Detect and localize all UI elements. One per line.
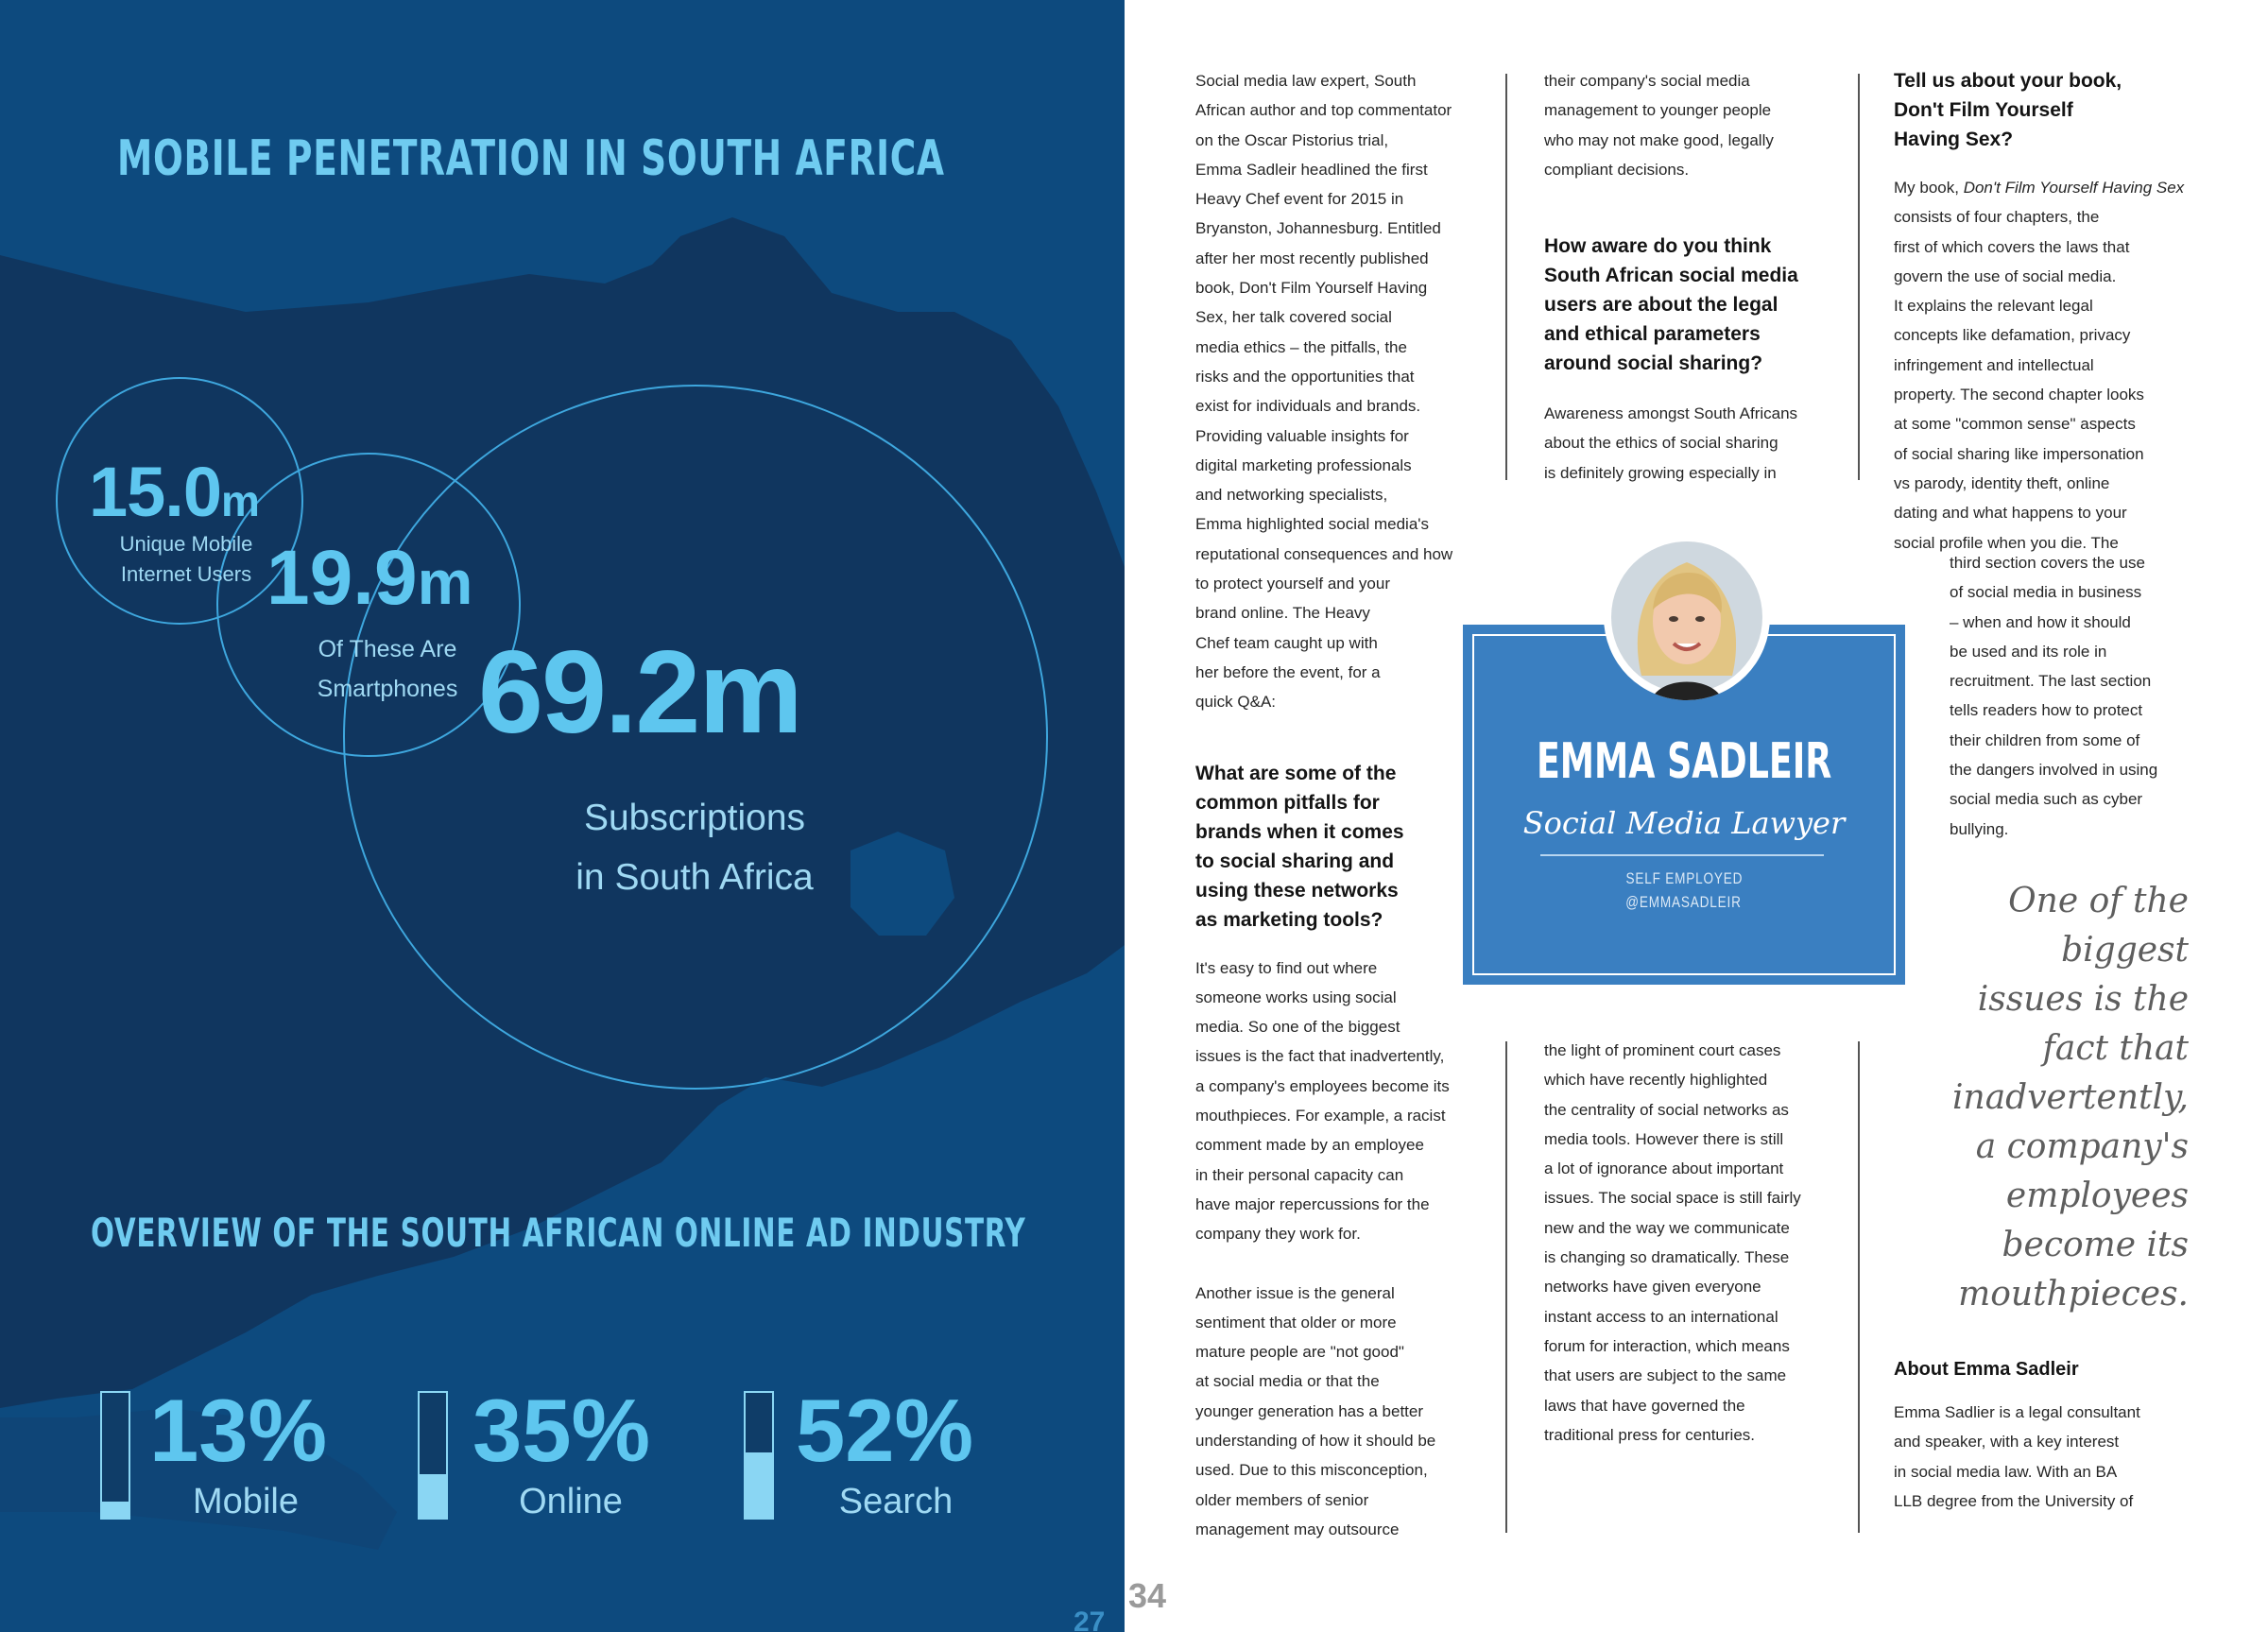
answer-book-continued [1950,548,2186,844]
text-line: media ethics – the pitfalls, the [1195,337,1407,356]
text-line: media tools. However there is still [1544,1129,1784,1148]
unique-users-label: Unique Mobile Internet Users [119,532,253,586]
text-line: the dangers involved in using [1950,761,2158,780]
column-divider [1858,1041,1860,1533]
text-line: Providing valuable insights for [1195,426,1409,445]
text-line: mouthpieces. [1958,1275,2189,1314]
online-share-bar [418,1391,448,1520]
text-line: quick Q&A: [1195,693,1277,712]
text-line: their company's social media [1544,72,1750,90]
text-line: What are some of the [1195,762,1397,784]
text-line: a company's employees become its [1195,1076,1450,1095]
text-line: someone works using social [1195,988,1397,1006]
profile-handle: @EMMASADLEIR [1625,893,1743,911]
profile-divider [1540,854,1824,856]
text-line: – when and how it should [1950,612,2131,631]
text-line: be used and its role in [1950,642,2107,661]
profile-photo [1604,534,1770,700]
about-title: About Emma Sadleir [1894,1359,2079,1380]
pull-quote [1947,877,2189,1319]
text-line: recruitment. The last section [1950,672,2152,691]
text-line: older members of senior [1195,1490,1369,1509]
text-line: used. Due to this misconception, [1195,1461,1428,1480]
text-line: tells readers how to protect [1950,701,2143,720]
text-line: have major repercussions for the [1195,1194,1430,1213]
text-line: instant access to an international [1544,1307,1778,1326]
text-line: forum for interaction, which means [1544,1336,1790,1355]
text-line: compliant decisions. [1544,160,1690,179]
mobile-share-percent: 13% [149,1381,328,1480]
search-share-bar [744,1391,774,1520]
mobile-share-label: Mobile [193,1482,299,1521]
text-line: to social sharing and [1195,850,1395,872]
text-line: property. The second chapter looks [1894,386,2144,404]
text-line: which have recently highlighted [1544,1071,1768,1090]
text-line: issues is the fact that inadvertently, [1195,1047,1445,1066]
text-line: younger generation has a better [1195,1401,1424,1420]
page-number-left: 27 [1074,1606,1106,1632]
about-text [1894,1398,2189,1516]
text-line: How aware do you think [1544,235,1772,258]
text-line: Heavy Chef event for 2015 in [1195,190,1404,209]
overview-title: OVERVIEW OF THE SOUTH AFRICAN ONLINE AD INDUSTRY [91,1210,1026,1256]
text-line: management to younger people [1544,101,1772,120]
text-line: the centrality of social networks as [1544,1100,1789,1119]
text-line: Emma Sadlier is a legal consultant [1894,1403,2140,1421]
text-line: about the ethics of social sharing [1544,434,1778,453]
text-line: of social media in business [1950,583,2142,602]
text-line: exist for individuals and brands. [1195,397,1421,416]
unique-users-value: 15.0m [89,453,259,531]
subscriptions-value: 69.2m [478,627,801,758]
text-line: at some "common sense" aspects [1894,415,2136,434]
text-line: inadvertently, [1952,1078,2189,1117]
mobile-share-bar-fill [102,1502,129,1518]
text-line: Don't Film Yourself [1894,99,2073,121]
text-line: brand online. The Heavy [1195,604,1370,623]
text-line: consists of four chapters, the [1894,208,2100,227]
text-line: understanding of how it should be [1195,1431,1436,1450]
text-line: biggest [2061,931,2189,970]
text-line: Emma highlighted social media's [1195,515,1430,534]
online-share-bar-fill [420,1474,446,1518]
text-line: Emma Sadleir headlined the first [1195,160,1428,179]
text-line: It's easy to find out where [1195,958,1378,977]
article-column-2-bottom [1544,1036,1837,1450]
text-line: using these networks [1195,879,1399,902]
text-line: the light of prominent court cases [1544,1041,1781,1059]
about-section [1894,1355,2189,1516]
text-line: a company's [1975,1127,2189,1166]
article-column-2-top [1544,66,1837,488]
text-line: social media such as cyber [1950,790,2143,809]
text-line: sentiment that older or more [1195,1313,1397,1331]
subscriptions-label: Subscriptions in South Africa [576,798,814,898]
text-line: in social media law. With an BA [1894,1462,2118,1481]
text-line: It explains the relevant legal [1894,297,2093,316]
question-awareness [1544,232,1837,378]
search-share-label: Search [838,1482,954,1521]
online-share-label: Online [519,1482,623,1521]
text-line: book, Don't Film Yourself Having [1195,279,1428,298]
text-line: in their personal capacity can [1195,1165,1404,1184]
answer-awareness-continued [1544,1036,1837,1450]
text-line: digital marketing professionals [1195,455,1412,474]
search-share-bar-fill [746,1452,772,1518]
text-line: employees [2005,1177,2189,1215]
text-line: is changing so dramatically. These [1544,1248,1790,1267]
column-divider [1858,74,1860,480]
text-line: Having Sex? [1894,129,2014,150]
text-line: new and the way we communicate [1544,1218,1790,1237]
text-line: her before the event, for a [1195,662,1381,681]
text-line: brands when it comes [1195,820,1404,843]
article-column-1 [1195,66,1498,1544]
text-line: after her most recently published [1195,249,1429,267]
text-line: Chef team caught up with [1195,633,1378,652]
text-line: laws that have governed the [1544,1396,1745,1415]
text-line: concepts like defamation, privacy [1894,326,2131,345]
text-line: that users are subject to the same [1544,1366,1787,1385]
text-line: networks have given everyone [1544,1278,1761,1297]
profile-role: Social Media Lawyer [1522,805,1846,841]
text-line: common pitfalls for [1195,791,1380,814]
text-line: become its [2002,1226,2189,1264]
text-line: risks and the opportunities that [1195,367,1415,386]
text-line: who may not make good, legally [1544,130,1774,149]
text-line: a lot of ignorance about important [1544,1160,1784,1178]
text-line: mouthpieces. For example, a racist [1195,1107,1446,1125]
text-line: vs parody, identity theft, online [1894,473,2110,492]
text-line: as marketing tools? [1195,908,1383,931]
text-line: at social media or that the [1195,1372,1380,1391]
text-line: company they work for. [1195,1225,1361,1244]
intro-paragraph [1195,66,1498,717]
text-line: One of the [2008,882,2189,920]
text-line: reputational consequences and how [1195,544,1453,563]
text-line: management may outsource [1195,1520,1400,1538]
text-line: their children from some of [1950,730,2140,749]
text-line: infringement and intellectual [1894,355,2094,374]
text-line: African author and top commentator [1195,101,1452,120]
text-line: mature people are "not good" [1195,1343,1404,1362]
text-line: media. So one of the biggest [1195,1018,1400,1037]
text-line: social profile when you die. The [1894,533,2119,552]
portrait-image [1604,534,1770,700]
text-line: traditional press for centuries. [1544,1425,1755,1444]
question-book [1894,66,2189,154]
text-line: on the Oscar Pistorius trial, [1195,130,1389,149]
text-line: LLB degree from the University of [1894,1491,2134,1510]
text-line: issues. The social space is still fairly [1544,1189,1801,1208]
book-title: Don't Film Yourself Having Sex [1963,179,2185,197]
text-line: and speaker, with a key interest [1894,1433,2120,1452]
text-line: and ethical parameters [1544,323,1761,346]
column-divider [1505,1041,1507,1533]
text-line: around social sharing? [1544,352,1763,375]
text-line: comment made by an employee [1195,1136,1424,1155]
page-number-right: 34 [1128,1576,1167,1615]
text-line: Sex, her talk covered social [1195,308,1392,327]
profile-employment: SELF EMPLOYED [1625,869,1743,887]
text-line: Another issue is the general [1195,1283,1395,1302]
article-page [1125,0,2268,1632]
text-line: govern the use of social media. [1894,266,2117,285]
online-share-percent: 35% [472,1381,651,1480]
text-line: of social sharing like impersonation [1894,444,2144,463]
smartphones-value: 19.9m [266,535,473,621]
text-line: dating and what happens to your [1894,504,2127,523]
text-line: bullying. [1950,819,2009,838]
mobile-share-bar [100,1391,130,1520]
text-line: third section covers the use [1950,554,2145,572]
text-line: and networking specialists, [1195,486,1388,505]
text-line: is definitely growing especially in [1544,463,1777,482]
profile-name: EMMA SADLEIR [1536,733,1832,790]
answer-awareness [1544,399,1837,488]
answer-book: My book, Don't Film Yourself Having Sex consists of four chapters, the first of which covers the laws that govern the use of social media. It explains the relevant legal concepts like defamation, privacy infringement and intellectual property. The second chapter looks at some "common sense" aspects of social sharing like impersonation vs parody, identity theft, online dating and what happens to your social profile when you die. The [1894,173,2189,558]
search-share-percent: 52% [796,1381,974,1480]
answer-pitfalls-paragraph-1 [1195,953,1498,1249]
text-line: users are about the legal [1544,294,1778,317]
continued-paragraph [1544,66,1837,184]
infographic-title: MOBILE PENETRATION IN SOUTH AFRICA [117,130,945,187]
text-line: Tell us about your book, [1894,70,2122,92]
text-line: issues is the [1977,980,2189,1019]
question-pitfalls [1195,759,1498,935]
column-divider [1505,74,1507,480]
text-line: fact that [2042,1029,2189,1068]
text-line: Bryanston, Johannesburg. Entitled [1195,219,1441,238]
text-line: Awareness amongst South Africans [1544,404,1798,423]
answer-pitfalls-paragraph-2 [1195,1279,1498,1545]
text-line: South African social media [1544,265,1798,287]
text-line: first of which covers the laws that [1894,237,2130,256]
article-column-3 [1894,66,2189,558]
text-line: to protect yourself and your [1195,575,1391,593]
smartphones-label: Of These Are Smartphones [317,636,458,702]
infographic-page [0,0,1125,1632]
text-line: Social media law expert, South [1195,72,1417,90]
